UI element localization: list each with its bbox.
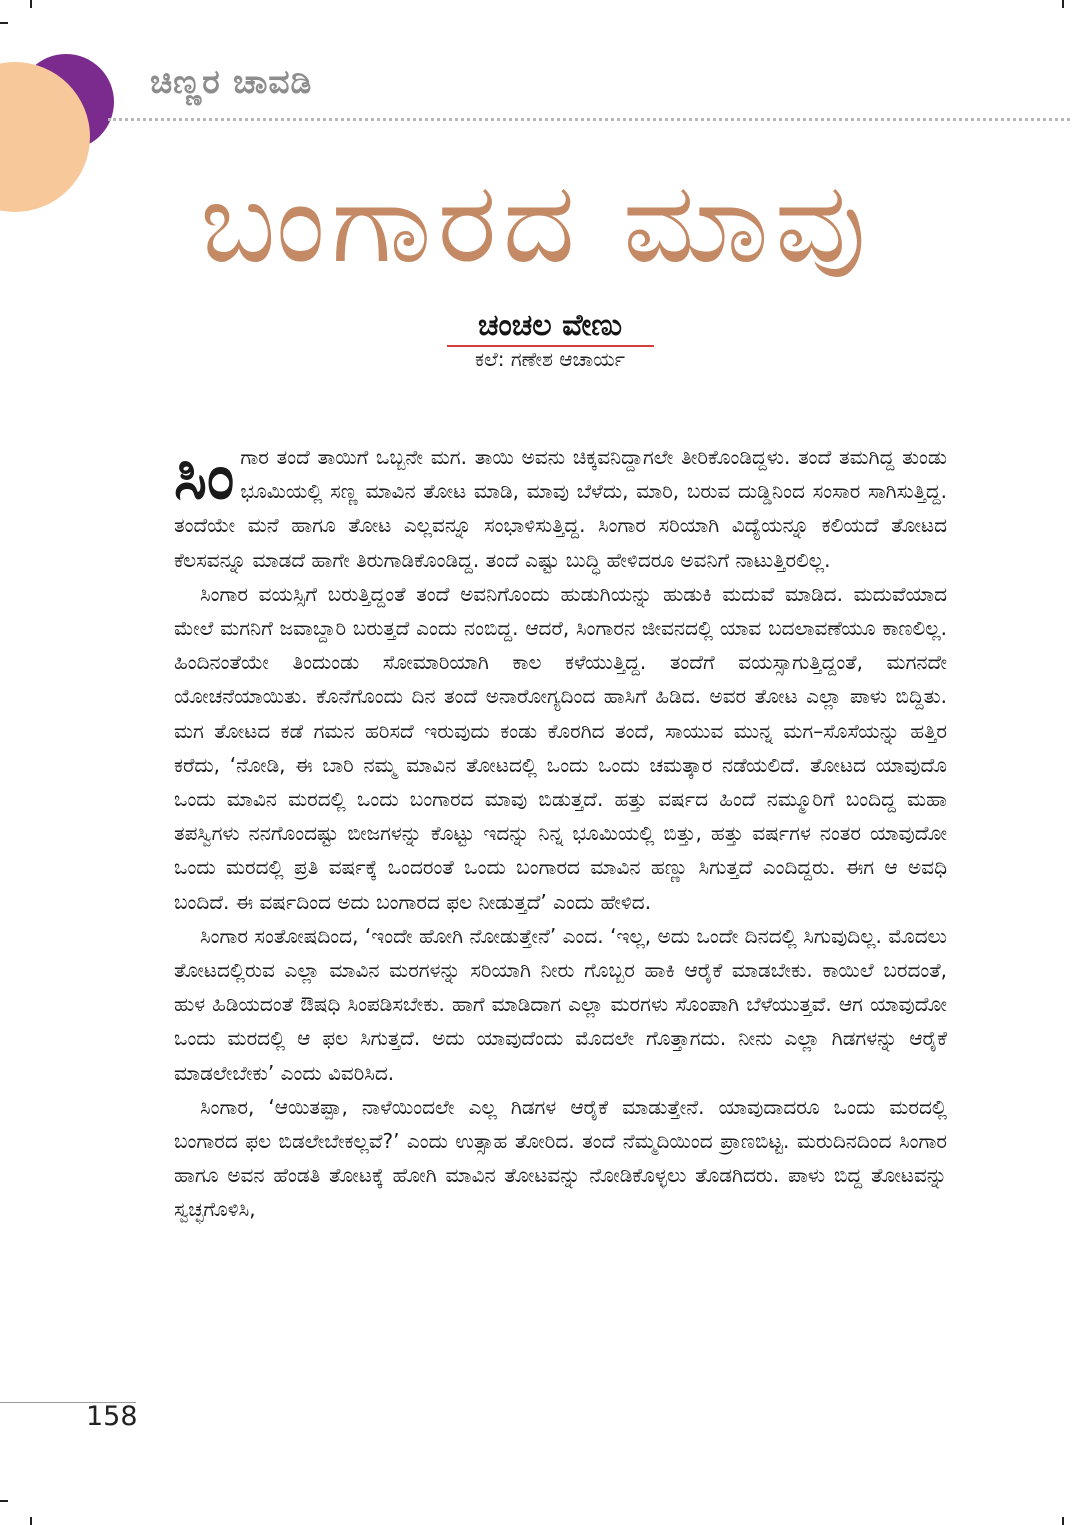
crop-mark [1062,0,1064,8]
paragraph: ಸಿಂಗಾರ ಸಂತೋಷದಿಂದ, ‘ಇಂದೇ ಹೋಗಿ ನೋಡುತ್ತೇನೆ’ ಎಂದ. ‘ಇಲ್ಲ, ಅದು ಒಂದೇ ದಿನದಲ್ಲಿ ಸಿಗುವುದಿಲ್ಲ. ಮೊದಲು ತೋಟದಲ್ಲಿರುವ ಎಲ್ಲಾ ಮಾವಿನ ಮರಗಳನ್ನು ಸರಿಯಾಗಿ ನೀರು ಗೊಬ್ಬರ ಹಾಕಿ ಆರೈಕೆ ಮಾಡಬೇಕು. ಕಾಯಿಲೆ ಬರದಂತೆ, ಹುಳ ಹಿಡಿಯದಂತೆ ಔಷಧಿ ಸಿಂಪಡಿಸಬೇಕು. ಹಾಗೆ ಮಾಡಿದಾಗ ಎಲ್ಲಾ ಮರಗಳು ಸೊಂಪಾಗಿ ಬೆಳೆಯುತ್ತವೆ. ಆಗ ಯಾವುದೋ ಒಂದು ಮರದಲ್ಲಿ ಆ ಫಲ ಸಿಗುತ್ತದೆ. ಅದು ಯಾವುದೆಂದು ಮೊದಲೇ ಗೊತ್ತಾಗದು. ನೀನು ಎಲ್ಲಾ ಗಿಡಗಳನ್ನು ಆರೈಕೆ ಮಾಡಲೇಬೇಕು’ ಎಂದು ವಿವರಿಸಿದ. [174,923,947,1085]
paragraph-text: ಗಾರ ತಂದೆ ತಾಯಿಗೆ ಒಬ್ಬನೇ ಮಗ. ತಾಯಿ ಅವನು ಚಿಕ್ಕವನಿದ್ದಾಗಲೇ ತೀರಿಕೊಂಡಿದ್ದಳು. ತಂದೆ ತಮಗಿದ್ದ ತುಂಡು ಭೂಮಿಯಲ್ಲಿ ಸಣ್ಣ ಮಾವಿನ ತೋಟ ಮಾಡಿ, ಮಾವು ಬೆಳೆದು, ಮಾರಿ, ಬರುವ ದುಡ್ಡಿನಿಂದ ಸಂಸಾರ ಸಾಗಿಸುತ್ತಿದ್ದ. ತಂದೆಯೇ ಮನೆ ಹಾಗೂ ತೋಟ ಎಲ್ಲವನ್ನೂ ಸಂಭಾಳಿಸುತ್ತಿದ್ದ. ಸಿಂಗಾರ ಸರಿಯಾಗಿ ವಿದ್ಯೆಯನ್ನೂ ಕಲಿಯದೆ ತೋಟದ ಕೆಲಸವನ್ನೂ ಮಾಡದೆ ಹಾಗೇ ತಿರುಗಾಡಿಕೊಂಡಿದ್ದ. ತಂದೆ ಎಷ್ಟು ಬುದ್ಧಿ ಹೇಳಿದರೂ ಅವನಿಗೆ ನಾಟುತ್ತಿರಲಿಲ್ಲ. [174,445,947,572]
crop-mark [0,1500,8,1502]
section-name: ಚಿಣ್ಣರ ಚಾವಡಿ [150,62,313,101]
paragraph: ಸಿಂಗಾರ, ‘ಆಯಿತಪ್ಪಾ, ನಾಳೆಯಿಂದಲೇ ಎಲ್ಲ ಗಿಡಗಳ ಆರೈಕೆ ಮಾಡುತ್ತೇನೆ. ಯಾವುದಾದರೂ ಒಂದು ಮರದಲ್ಲಿ ಬಂಗಾರದ ಫಲ ಬಿಡಲೇಬೇಕಲ್ಲವೆ?’ ಎಂದು ಉತ್ಸಾಹ ತೋರಿದ. ತಂದೆ ನೆಮ್ಮದಿಯಿಂದ ಪ್ರಾಣಬಿಟ್ಟ. ಮರುದಿನದಿಂದ ಸಿಂಗಾರ ಹಾಗೂ ಅವನ ಹೆಂಡತಿ ತೋಟಕ್ಕೆ ಹೋಗಿ ಮಾವಿನ ತೋಟವನ್ನು ನೋಡಿಕೊಳ್ಳಲು ತೊಡಗಿದರು. ಪಾಳು ಬಿದ್ದ ತೋಟವನ್ನು ಸ್ವಚ್ಛಗೊಳಿಸಿ, [174,1094,947,1222]
story-body [174,440,947,1227]
author-name: ಚಂಚಲ ವೇಣು [477,308,623,343]
crop-mark [0,22,8,24]
crop-mark [1062,1517,1064,1525]
drop-cap: ಸಿಂ [174,440,235,513]
dotted-divider [108,118,1070,121]
illustration-credit: ಕಲೆ: ಗಣೇಶ ಆಚಾರ್ಯ [474,347,625,371]
story-title: ಬಂಗಾರದ ಮಾವು [199,158,873,288]
page-number: 158 [86,1401,138,1432]
crop-mark [30,0,32,8]
paragraph [174,440,947,577]
paragraph: ಸಿಂಗಾರ ವಯಸ್ಸಿಗೆ ಬರುತ್ತಿದ್ದಂತೆ ತಂದೆ ಅವನಿಗೊಂದು ಹುಡುಗಿಯನ್ನು ಹುಡುಕಿ ಮದುವೆ ಮಾಡಿದ. ಮದುವೆಯಾದ ಮೇಲೆ ಮಗನಿಗೆ ಜವಾಬ್ದಾರಿ ಬರುತ್ತದೆ ಎಂದು ನಂಬಿದ್ದ. ಆದರೆ, ಸಿಂಗಾರನ ಜೀವನದಲ್ಲಿ ಯಾವ ಬದಲಾವಣೆಯೂ ಕಾಣಲಿಲ್ಲ. ಹಿಂದಿನಂತೆಯೇ ತಿಂದುಂಡು ಸೋಮಾರಿಯಾಗಿ ಕಾಲ ಕಳೆಯುತ್ತಿದ್ದ. ತಂದೆಗೆ ವಯಸ್ಸಾಗುತ್ತಿದ್ದಂತೆ, ಮಗನದೇ ಯೋಚನೆಯಾಯಿತು. ಕೊನೆಗೊಂದು ದಿನ ತಂದೆ ಅನಾರೋಗ್ಯದಿಂದ ಹಾಸಿಗೆ ಹಿಡಿದ. ಅವರ ತೋಟ ಎಲ್ಲಾ ಪಾಳು ಬಿದ್ದಿತು. ಮಗ ತೋಟದ ಕಡೆ ಗಮನ ಹರಿಸದೆ ಇರುವುದು ಕಂಡು ಕೊರಗಿದ ತಂದೆ, ಸಾಯುವ ಮುನ್ನ ಮಗ–ಸೊಸೆಯನ್ನು ಹತ್ತಿರ ಕರೆದು, ‘ನೋಡಿ, ಈ ಬಾರಿ ನಮ್ಮ ಮಾವಿನ ತೋಟದಲ್ಲಿ ಒಂದು ಒಂದು ಚಮತ್ಕಾರ ನಡೆಯಲಿದೆ. ತೋಟದ ಯಾವುದೊ ಒಂದು ಮಾವಿನ ಮರದಲ್ಲಿ ಒಂದು ಬಂಗಾರದ ಮಾವು ಬಿಡುತ್ತದೆ. ಹತ್ತು ವರ್ಷದ ಹಿಂದೆ ನಮ್ಮೂರಿಗೆ ಬಂದಿದ್ದ ಮಹಾ ತಪಸ್ವಿಗಳು ನನಗೊಂದಷ್ಟು ಬೀಜಗಳನ್ನು ಕೊಟ್ಟು ಇದನ್ನು ನಿನ್ನ ಭೂಮಿಯಲ್ಲಿ ಬಿತ್ತು, ಹತ್ತು ವರ್ಷಗಳ ನಂತರ ಯಾವುದೋ ಒಂದು ಮರದಲ್ಲಿ ಪ್ರತಿ ವರ್ಷಕ್ಕೆ ಒಂದರಂತೆ ಒಂದು ಬಂಗಾರದ ಮಾವಿನ ಹಣ್ಣು ಸಿಗುತ್ತದೆ ಎಂದಿದ್ದರು. ಈಗ ಆ ಅವಧಿ ಬಂದಿದೆ. ಈ ವರ್ಷದಿಂದ ಅದು ಬಂಗಾರದ ಫಲ ನೀಡುತ್ತದೆ’ ಎಂದು ಹೇಳಿದ. [174,581,947,914]
crop-mark [30,1517,32,1525]
